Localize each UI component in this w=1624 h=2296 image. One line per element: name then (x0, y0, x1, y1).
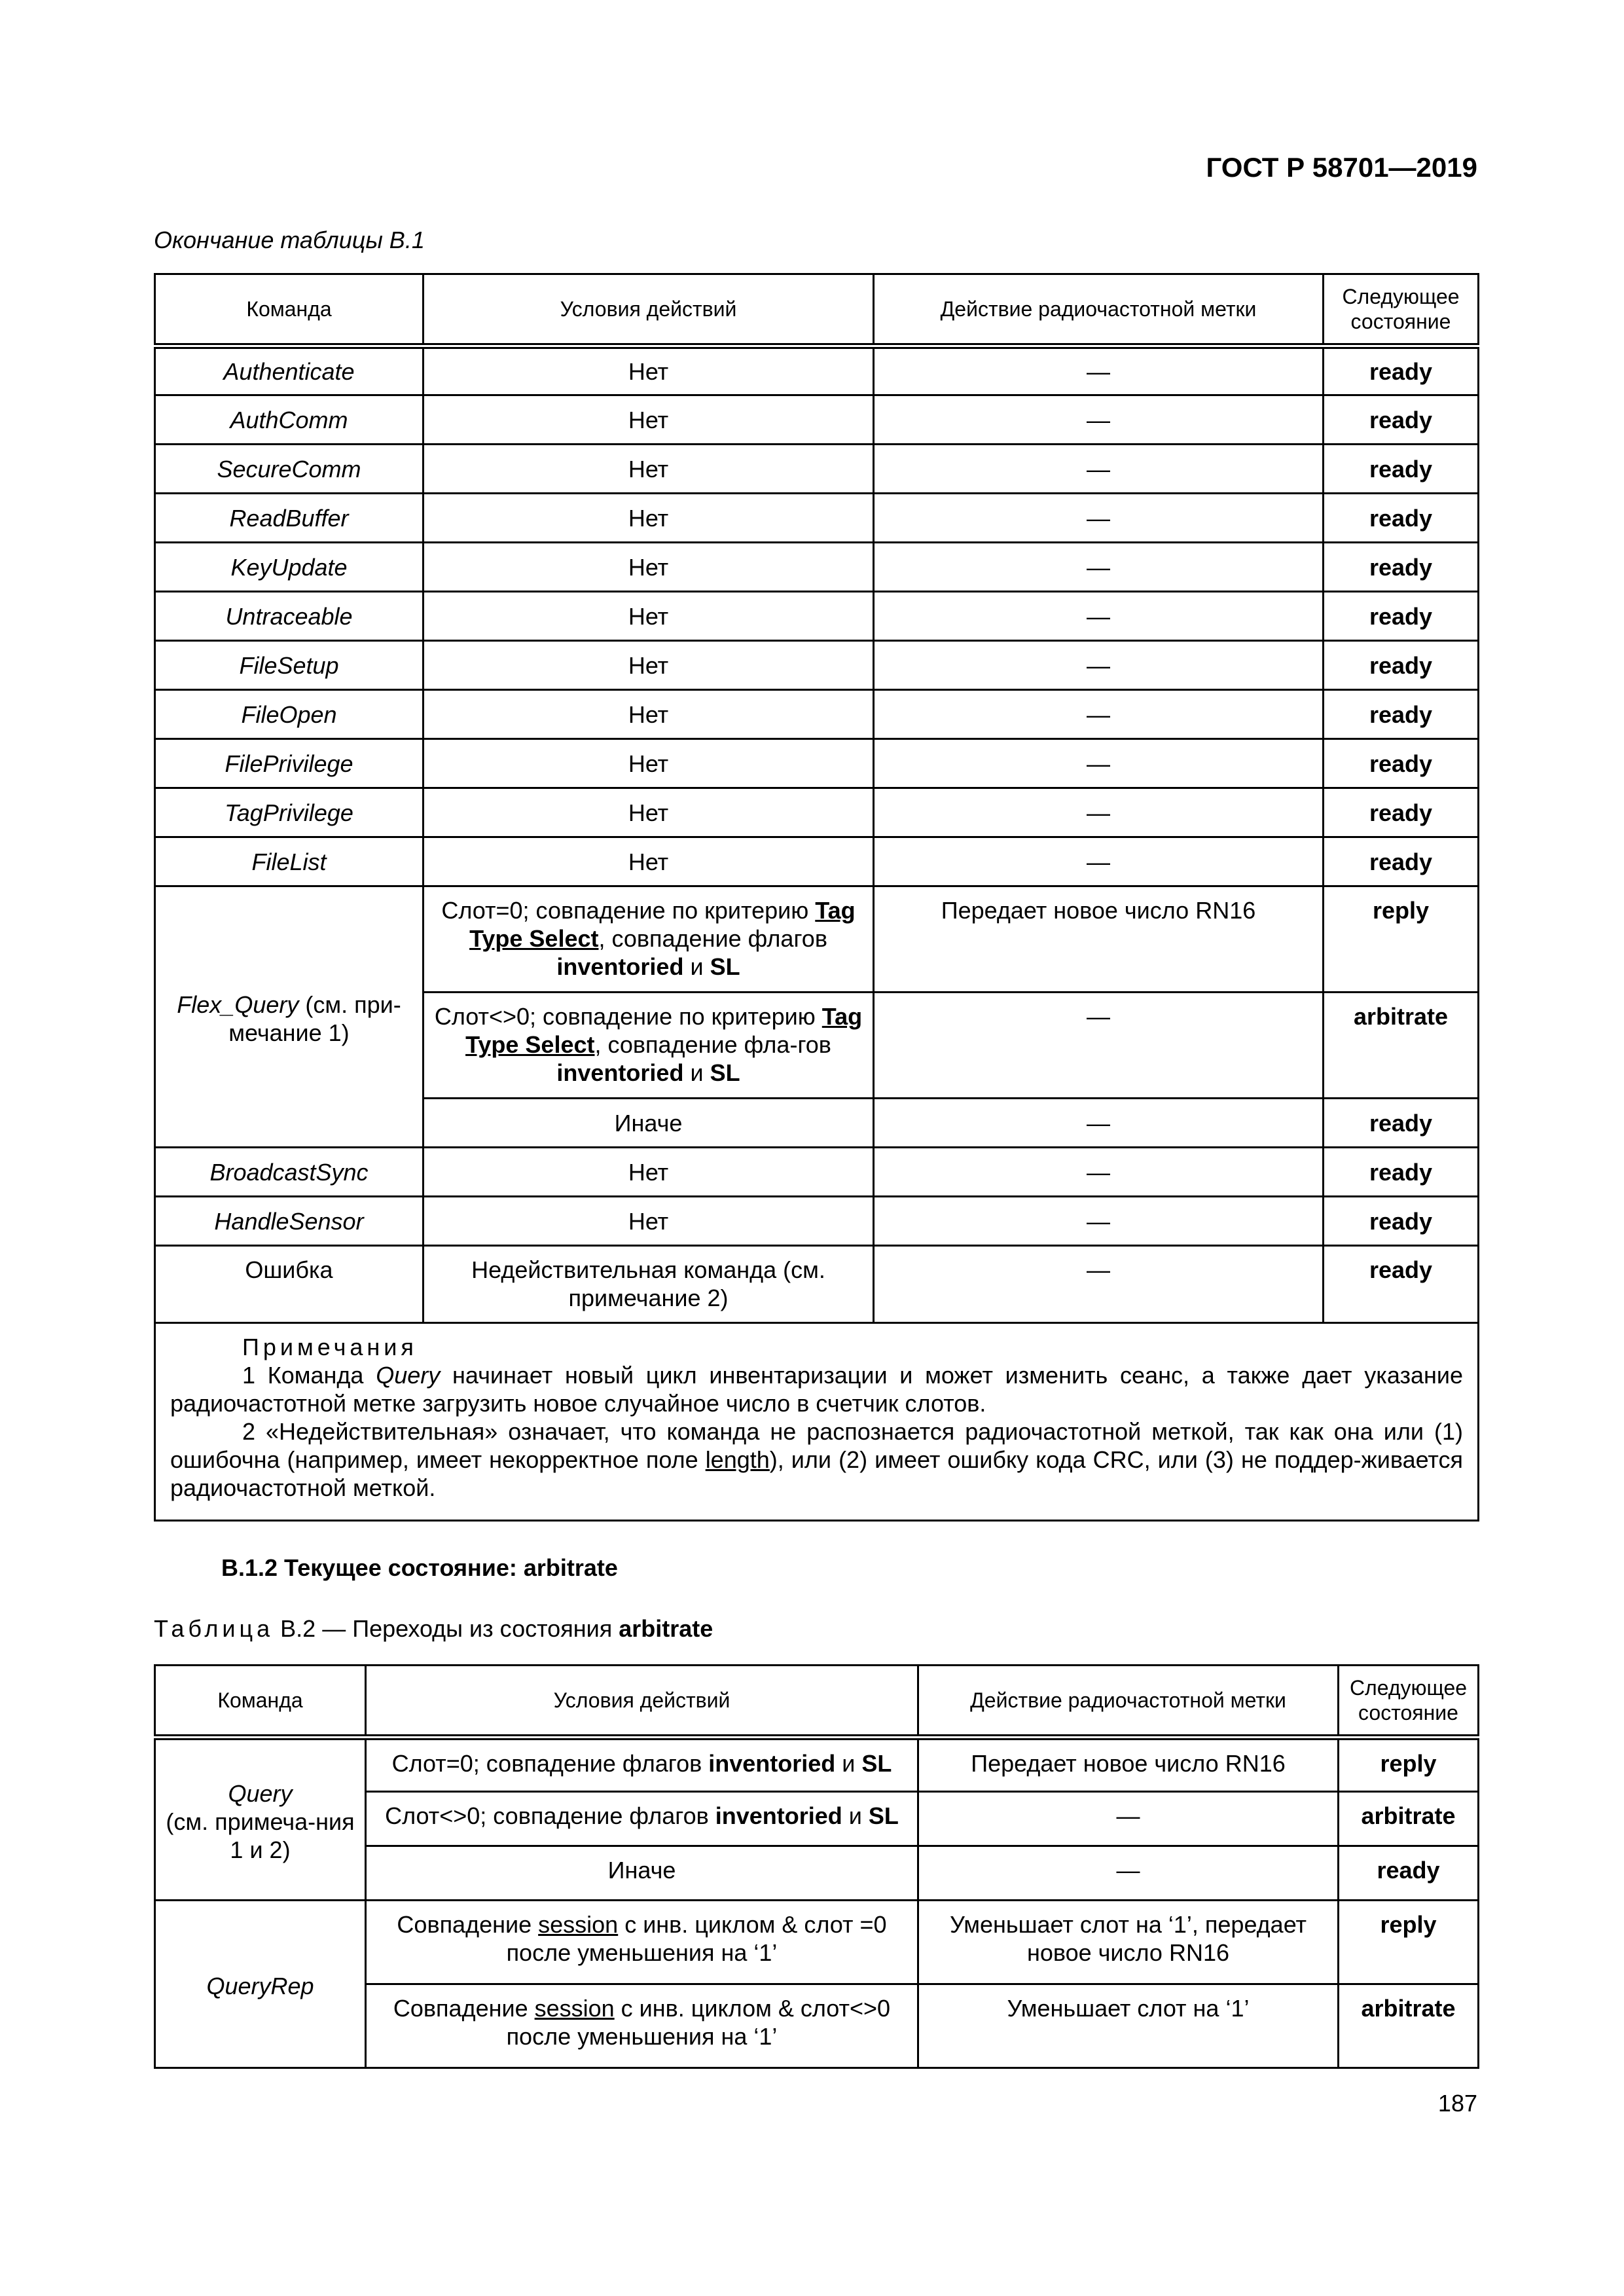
next-state-cell: arbitrate (1324, 993, 1479, 1099)
text: 2 «Недействительная» означает, что команда не распознается радиочастотной меткой, так как она или (1) ошибочна (например, имеет некорректное поле (170, 1418, 1463, 1473)
action-cell: — (918, 1792, 1339, 1846)
command-cell: HandleSensor (155, 1197, 424, 1246)
table-row (155, 886, 1479, 993)
notes-title: Примечания (242, 1334, 418, 1360)
table-row (155, 837, 1479, 886)
column-header: Команда (155, 1666, 366, 1738)
command-note: (см. при-мечание 1) (228, 991, 401, 1046)
action-cell: Уменьшает слот на ‘1’ (918, 1984, 1339, 2068)
text: inventoried (556, 1059, 684, 1086)
condition-cell: Нет (424, 788, 874, 837)
column-header: Условия действий (366, 1666, 918, 1738)
command-cell: BroadcastSync (155, 1148, 424, 1197)
text: ), или (2) имеет ошибку кода CRC, или (3) не поддер-живается радиочастотной меткой. (170, 1446, 1463, 1501)
table-caption (154, 1615, 713, 1643)
text: , совпадение фла-гов (594, 1031, 831, 1058)
table-row (155, 1738, 1479, 1792)
text: inventoried (708, 1750, 836, 1777)
action-cell: Передает новое число RN16 (874, 886, 1324, 993)
condition-cell: Нет (424, 690, 874, 739)
text: arbitrate (619, 1615, 713, 1642)
text: начинает новый цикл инвентаризации и может изменить сеанс, а также дает указание радиочастотной метке загрузить новое случайное число в счетчик слотов. (170, 1362, 1463, 1417)
action-cell: — (874, 739, 1324, 788)
command-note: (см. примеча-ния 1 и 2) (166, 1808, 355, 1863)
text: с инв. циклом & слот =0 после уменьшения на ‘1’ (506, 1911, 887, 1966)
next-state-cell: ready (1324, 592, 1479, 641)
text: Слот<>0; совпадение флагов (385, 1802, 715, 1829)
text: Tag Type Select (469, 897, 856, 952)
condition-cell: Нет (424, 592, 874, 641)
command-cell: FileSetup (155, 641, 424, 690)
next-state-cell: reply (1324, 886, 1479, 993)
text: и (842, 1802, 869, 1829)
text: session (538, 1911, 619, 1938)
table-row (155, 1901, 1479, 1984)
table-row (155, 445, 1479, 494)
table-b2 (154, 1664, 1479, 2069)
table-row (155, 1197, 1479, 1246)
condition-cell: Недействительная команда (см. примечание 2) (424, 1246, 874, 1323)
condition-cell: Нет (424, 837, 874, 886)
text: 1 Команда (242, 1362, 376, 1389)
next-state-cell: arbitrate (1339, 1792, 1479, 1846)
column-header: Команда (155, 274, 424, 346)
next-state-cell: ready (1324, 641, 1479, 690)
action-cell: — (874, 1197, 1324, 1246)
next-state-cell: ready (1324, 788, 1479, 837)
action-cell: — (874, 445, 1324, 494)
condition-cell: Нет (424, 494, 874, 543)
command-cell: Untraceable (155, 592, 424, 641)
condition-cell (366, 1738, 918, 1792)
action-cell: — (874, 641, 1324, 690)
action-cell: Передает новое число RN16 (918, 1738, 1339, 1792)
condition-cell (424, 993, 874, 1099)
next-state-cell: ready (1324, 1148, 1479, 1197)
next-state-cell: ready (1324, 494, 1479, 543)
next-state-cell: ready (1324, 739, 1479, 788)
command-cell (155, 1738, 366, 1901)
condition-cell: Нет (424, 346, 874, 395)
command-name: Flex_Query (177, 991, 299, 1018)
page-number: 187 (1437, 2090, 1477, 2117)
action-cell: — (874, 690, 1324, 739)
next-state-cell: ready (1324, 543, 1479, 592)
note-2 (170, 1417, 1463, 1502)
condition-cell: Нет (424, 641, 874, 690)
action-cell: — (874, 395, 1324, 445)
command-cell: Authenticate (155, 346, 424, 395)
condition-cell (424, 886, 874, 993)
table-row (155, 788, 1479, 837)
condition-cell (366, 1792, 918, 1846)
text: inventoried (556, 953, 684, 980)
table-row (155, 346, 1479, 395)
text: SL (861, 1750, 892, 1777)
table-row (155, 1148, 1479, 1197)
next-state-cell: ready (1324, 1099, 1479, 1148)
table-header-row (155, 274, 1479, 346)
action-cell: — (874, 1148, 1324, 1197)
table-b1 (154, 273, 1479, 1522)
command-cell: Ошибка (155, 1246, 424, 1323)
command-cell: FileList (155, 837, 424, 886)
text: Таблица (154, 1615, 274, 1642)
command-cell: FilePrivilege (155, 739, 424, 788)
text: session (534, 1995, 615, 2022)
next-state-cell: ready (1324, 346, 1479, 395)
section-heading: В.1.2 Текущее состояние: arbitrate (221, 1554, 618, 1581)
document-id: ГОСТ Р 58701—2019 (1206, 152, 1477, 183)
column-header: Условия действий (424, 274, 874, 346)
condition-cell: Нет (424, 1197, 874, 1246)
action-cell: — (874, 543, 1324, 592)
text: Слот<>0; совпадение по критерию (434, 1003, 822, 1030)
table-row (155, 494, 1479, 543)
action-cell: — (874, 993, 1324, 1099)
text: Совпадение (393, 1995, 535, 2022)
next-state-cell: ready (1324, 395, 1479, 445)
command-cell: ReadBuffer (155, 494, 424, 543)
condition-cell: Иначе (424, 1099, 874, 1148)
notes-cell (155, 1323, 1479, 1521)
next-state-cell: ready (1339, 1846, 1479, 1901)
table-row (155, 641, 1479, 690)
next-state-cell: ready (1324, 837, 1479, 886)
action-cell: Уменьшает слот на ‘1’, передает новое число RN16 (918, 1901, 1339, 1984)
next-state-cell: reply (1339, 1901, 1479, 1984)
text: Слот=0; совпадение флагов (391, 1750, 709, 1777)
note-1 (170, 1361, 1463, 1417)
command-name: Query (228, 1780, 293, 1807)
command-cell: SecureComm (155, 445, 424, 494)
column-header: Действие радиочастотной метки (918, 1666, 1339, 1738)
next-state-cell: ready (1324, 1246, 1479, 1323)
next-state-cell: ready (1324, 690, 1479, 739)
next-state-cell: reply (1339, 1738, 1479, 1792)
condition-cell: Нет (424, 445, 874, 494)
next-state-cell: ready (1324, 445, 1479, 494)
text: и (683, 953, 710, 980)
action-cell: — (874, 346, 1324, 395)
column-header: Следующее состояние (1339, 1666, 1479, 1738)
table-continuation-label: Окончание таблицы В.1 (154, 227, 425, 253)
table-row (155, 1246, 1479, 1323)
command-cell (155, 886, 424, 1148)
text: с инв. циклом & слот<>0 после уменьшения на ‘1’ (506, 1995, 891, 2050)
action-cell: — (874, 494, 1324, 543)
column-header: Следующее состояние (1324, 274, 1479, 346)
table-row (155, 739, 1479, 788)
condition-cell: Нет (424, 395, 874, 445)
action-cell: — (874, 1099, 1324, 1148)
text: SL (868, 1802, 899, 1829)
table-header-row (155, 1666, 1479, 1738)
table-row (155, 543, 1479, 592)
column-header: Действие радиочастотной метки (874, 274, 1324, 346)
command-cell: FileOpen (155, 690, 424, 739)
condition-cell (366, 1901, 918, 1984)
action-cell: — (918, 1846, 1339, 1901)
table-row (155, 395, 1479, 445)
text: , совпадение флагов (598, 925, 827, 952)
condition-cell: Нет (424, 739, 874, 788)
text: В.2 — Переходы из состояния (274, 1615, 619, 1642)
text: Слот=0; совпадение по критерию (441, 897, 816, 924)
table-row (155, 592, 1479, 641)
next-state-cell: arbitrate (1339, 1984, 1479, 2068)
command-cell: KeyUpdate (155, 543, 424, 592)
next-state-cell: ready (1324, 1197, 1479, 1246)
action-cell: — (874, 788, 1324, 837)
command-cell: QueryRep (155, 1901, 366, 2068)
text: SL (710, 953, 740, 980)
text: inventoried (715, 1802, 842, 1829)
command-cell: TagPrivilege (155, 788, 424, 837)
condition-cell: Нет (424, 543, 874, 592)
text: SL (710, 1059, 740, 1086)
command-cell: AuthComm (155, 395, 424, 445)
text: и (835, 1750, 862, 1777)
condition-cell: Нет (424, 1148, 874, 1197)
text: Tag Type Select (465, 1003, 863, 1058)
action-cell: — (874, 592, 1324, 641)
table-row (155, 690, 1479, 739)
text: и (683, 1059, 710, 1086)
condition-cell (366, 1984, 918, 2068)
action-cell: — (874, 837, 1324, 886)
condition-cell: Иначе (366, 1846, 918, 1901)
action-cell: — (874, 1246, 1324, 1323)
notes-row (155, 1323, 1479, 1521)
text: Совпадение (397, 1911, 539, 1938)
text: length (705, 1446, 770, 1473)
text: Query (376, 1362, 441, 1389)
